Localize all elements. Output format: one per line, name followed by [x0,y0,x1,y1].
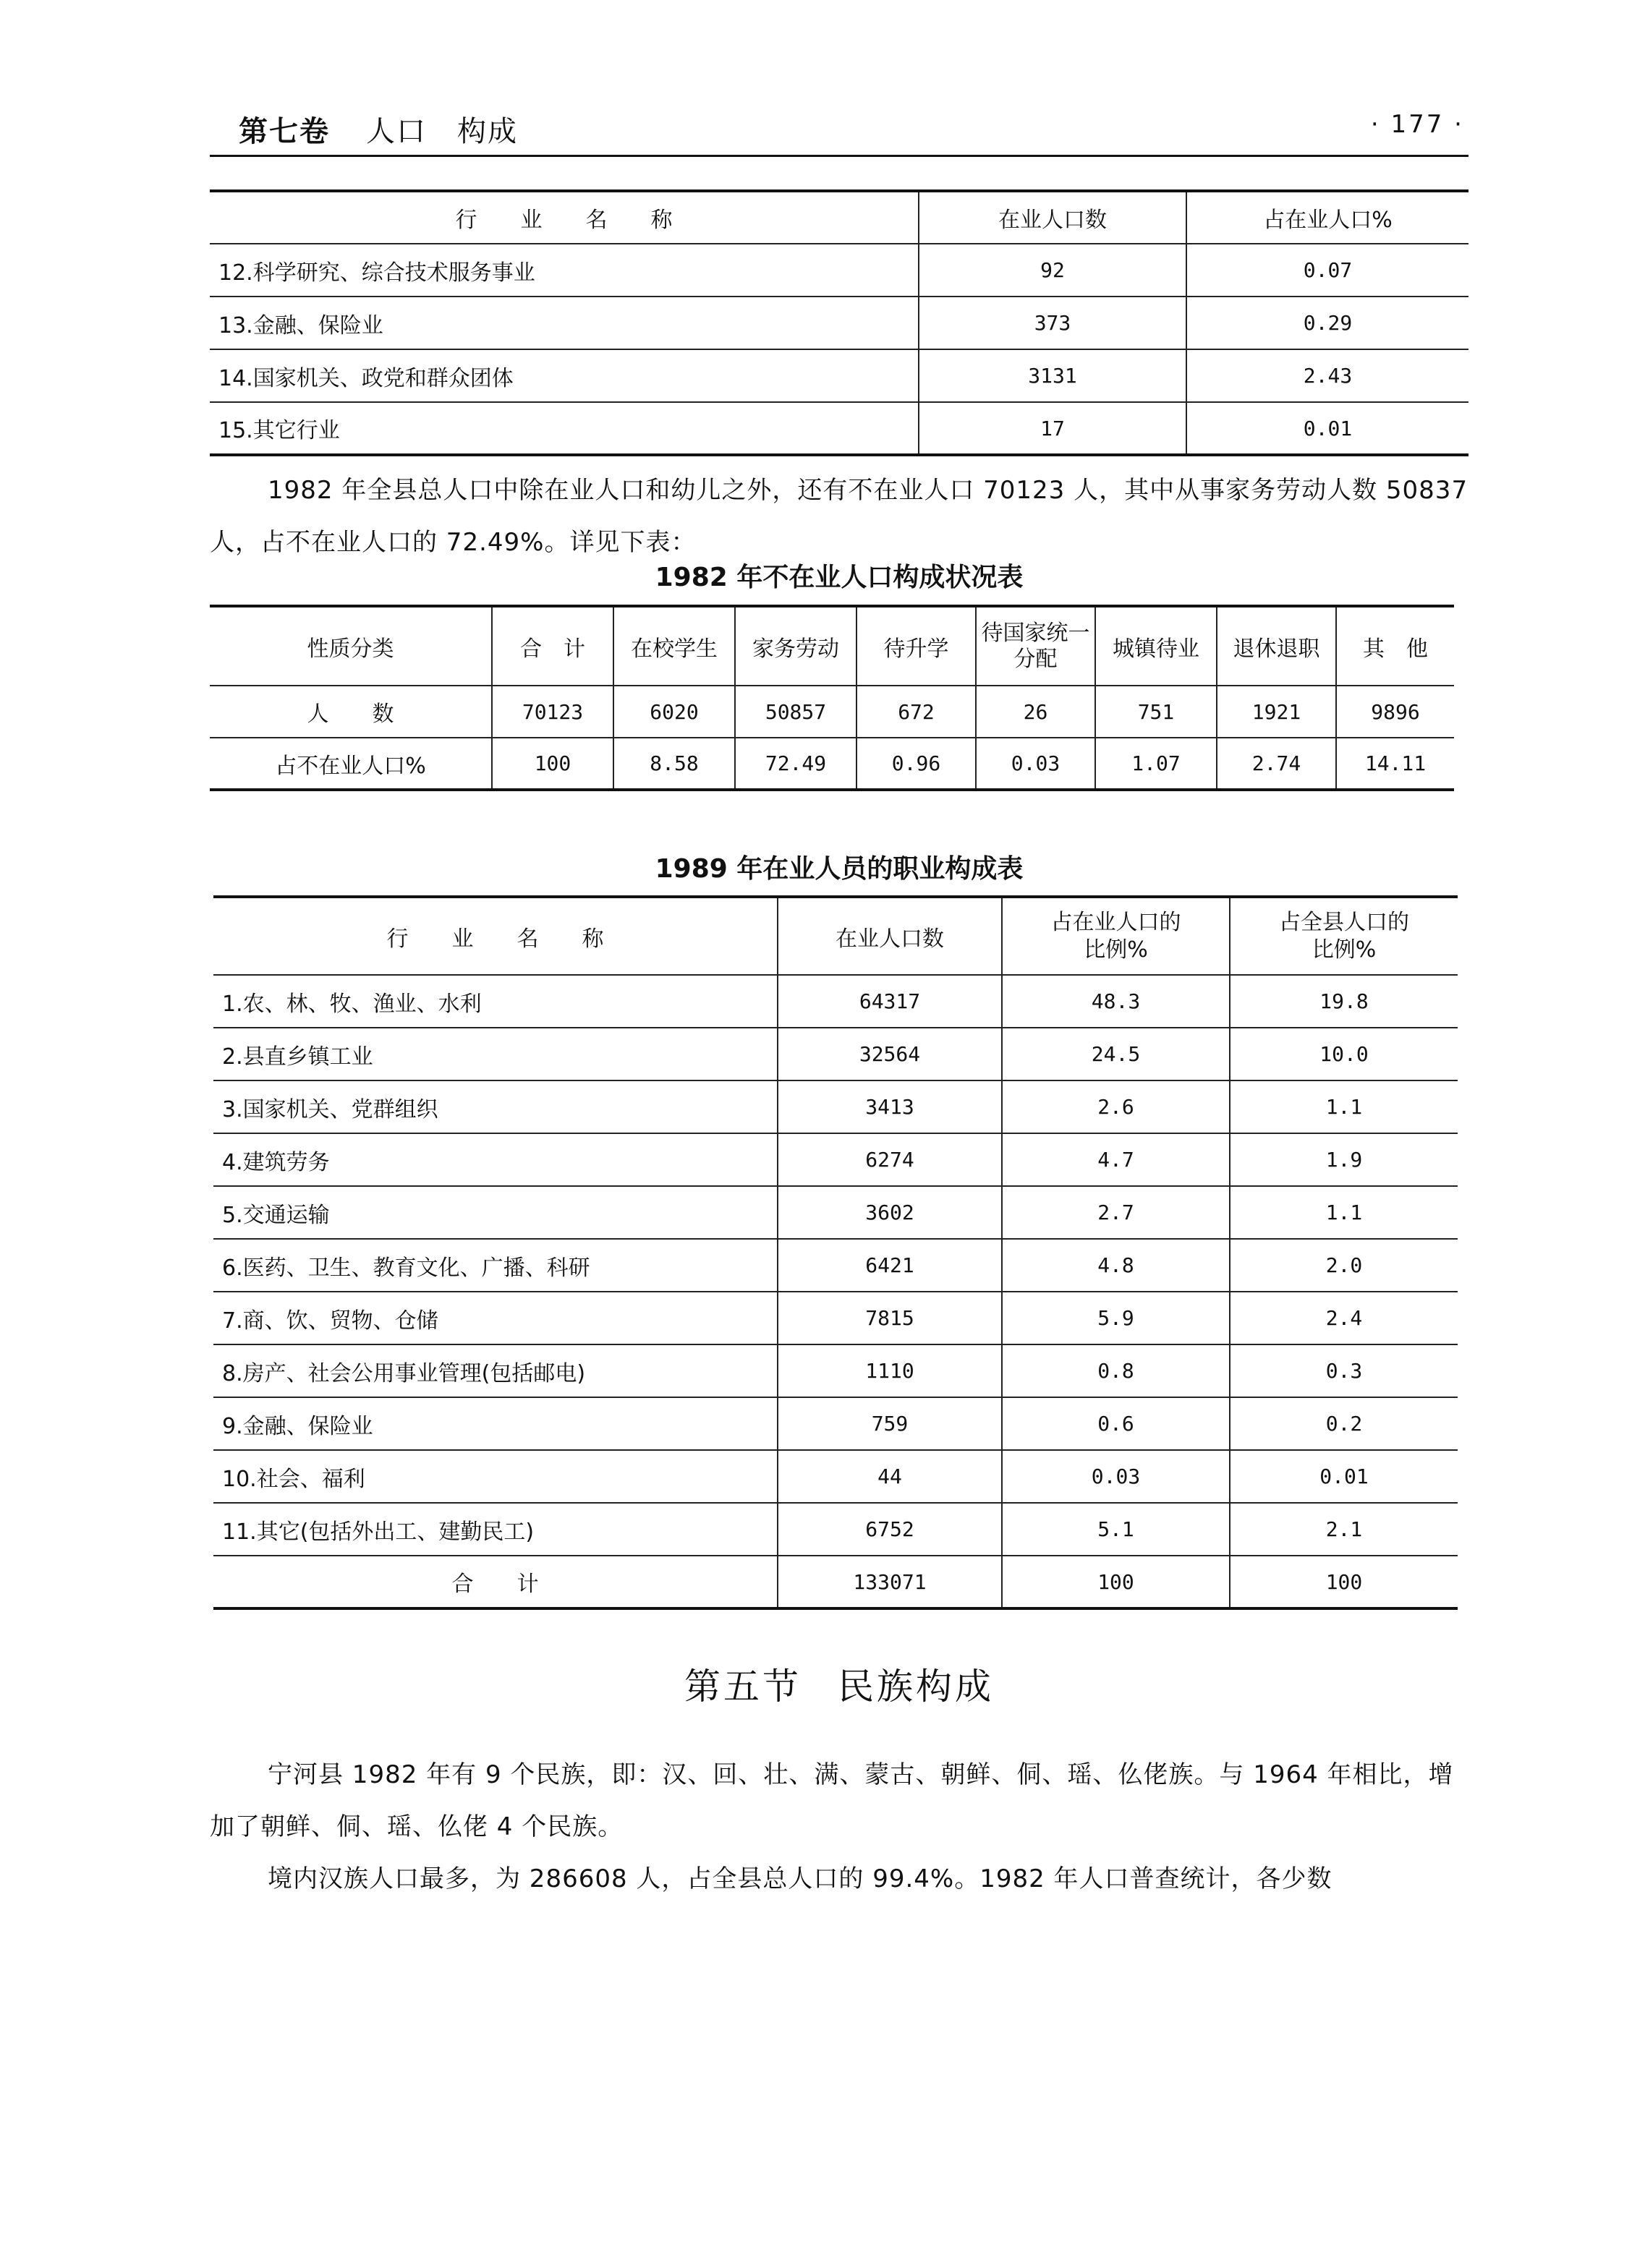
table-row [213,1292,1458,1344]
cell-industry: 5.交通运输 [213,1186,778,1239]
chapter-label: 第七卷 [239,115,330,148]
cell-pct-employed: 48.3 [1002,975,1230,1028]
cell-employed: 3131 [919,349,1186,402]
cell-pct-county: 1.9 [1230,1133,1458,1186]
table-row [213,1186,1458,1239]
cell-industry: 12.科学研究、综合技术服务事业 [210,244,919,297]
cell-pct: 0.07 [1186,244,1468,297]
cell-pct-county: 2.4 [1230,1292,1458,1344]
table-row [210,738,1454,790]
col-header-category: 性质分类 [210,606,492,686]
cell-pct-county: 0.01 [1230,1450,1458,1503]
section-heading [210,1658,1468,1710]
cell-employed: 92 [919,244,1186,297]
cell: 14.11 [1336,738,1454,790]
cell: 9896 [1336,686,1454,738]
cell-pct-employed: 0.8 [1002,1344,1230,1397]
cell-pct: 2.43 [1186,349,1468,402]
cell-employed: 6274 [778,1133,1002,1186]
col-header-total: 合 计 [492,606,613,686]
page-number: · 177 · [1370,110,1464,139]
col-header-retired: 退休退职 [1217,606,1336,686]
cell-pct-county: 100 [1230,1556,1458,1608]
occupation-structure-table-1989 [213,895,1458,1610]
cell: 0.96 [856,738,976,790]
section-number: 第五节 [684,1666,802,1708]
cell: 8.58 [613,738,735,790]
cell-industry: 3.国家机关、党群组织 [213,1080,778,1133]
cell-industry: 11.其它(包括外出工、建勤民工) [213,1503,778,1556]
cell: 751 [1095,686,1217,738]
cell: 100 [492,738,613,790]
header-rule [210,155,1468,157]
cell-industry: 10.社会、福利 [213,1450,778,1503]
table-row [213,1397,1458,1450]
paragraph-ethnic-groups: 宁河县 1982 年有 9 个民族，即：汉、回、壮、满、蒙古、朝鲜、侗、瑶、仫佬族。与 1964 年相比，增加了朝鲜、侗、瑶、仫佬 4 个民族。 [210,1760,1454,1841]
cell-pct-employed: 4.7 [1002,1133,1230,1186]
col-header-other: 其 他 [1336,606,1454,686]
col-header-pct-employed: 占在业人口的比例% [1002,897,1230,975]
cell-employed: 133071 [778,1556,1002,1608]
table-row [213,1239,1458,1292]
running-header [239,108,518,150]
cell: 672 [856,686,976,738]
cell-pct-county: 0.2 [1230,1397,1458,1450]
row-label: 人 数 [210,686,492,738]
table-row [210,297,1468,349]
cell: 6020 [613,686,735,738]
cell-pct-employed: 0.6 [1002,1397,1230,1450]
cell-pct-employed: 0.03 [1002,1450,1230,1503]
cell: 72.49 [735,738,856,790]
cell: 0.03 [976,738,1095,790]
cell-pct-county: 0.3 [1230,1344,1458,1397]
cell-employed: 3602 [778,1186,1002,1239]
cell-employed: 373 [919,297,1186,349]
col-header-housework: 家务劳动 [735,606,856,686]
table-row [213,1133,1458,1186]
table-row [213,1080,1458,1133]
cell-industry: 8.房产、社会公用事业管理(包括邮电) [213,1344,778,1397]
cell-industry: 合 计 [213,1556,778,1608]
cell-pct-employed: 2.6 [1002,1080,1230,1133]
col-header-students: 在校学生 [613,606,735,686]
cell-industry: 2.县直乡镇工业 [213,1028,778,1080]
table-row [213,1556,1458,1608]
table-row [213,1344,1458,1397]
cell-pct-county: 1.1 [1230,1080,1458,1133]
cell-pct-employed: 5.1 [1002,1503,1230,1556]
table-header-row [210,191,1468,244]
cell: 50857 [735,686,856,738]
col-header-awaiting-assignment: 待国家统一分配 [976,606,1095,686]
cell-employed: 17 [919,402,1186,455]
table-row [213,1450,1458,1503]
cell-employed: 6421 [778,1239,1002,1292]
col-header-employed: 在业人口数 [778,897,1002,975]
cell-pct-county: 2.0 [1230,1239,1458,1292]
cell-pct-county: 2.1 [1230,1503,1458,1556]
table-caption-occupation: 1989 年在业人员的职业构成表 [655,854,1024,884]
col-header-employed: 在业人口数 [919,191,1186,244]
cell-pct: 0.29 [1186,297,1468,349]
cell-employed: 7815 [778,1292,1002,1344]
cell-employed: 6752 [778,1503,1002,1556]
cell: 26 [976,686,1095,738]
cell: 1921 [1217,686,1336,738]
section-title: 民族构成 [838,1666,994,1708]
cell-pct-employed: 24.5 [1002,1028,1230,1080]
col-header-urban-unemployed: 城镇待业 [1095,606,1217,686]
cell-pct-employed: 100 [1002,1556,1230,1608]
industry-table-1982 [210,189,1468,456]
cell-employed: 1110 [778,1344,1002,1397]
table-row [210,402,1468,455]
cell-industry: 1.农、林、牧、渔业、水利 [213,975,778,1028]
cell-industry: 6.医药、卫生、教育文化、广播、科研 [213,1239,778,1292]
table-row [210,349,1468,402]
col-header-pct: 占在业人口% [1186,191,1468,244]
cell-industry: 15.其它行业 [210,402,919,455]
col-header-industry: 行 业 名 称 [210,191,919,244]
table-row [210,686,1454,738]
cell-industry: 13.金融、保险业 [210,297,919,349]
col-header-awaiting-school: 待升学 [856,606,976,686]
cell-pct-county: 10.0 [1230,1028,1458,1080]
cell-employed: 32564 [778,1028,1002,1080]
cell-industry: 4.建筑劳务 [213,1133,778,1186]
paragraph-unemployed: 1982 年全县总人口中除在业人口和幼儿之外，还有不在业人口 70123 人，其中从事家务劳动人数 50837 人，占不在业人口的 72.49%。详见下表： [210,476,1468,557]
cell: 1.07 [1095,738,1217,790]
cell-employed: 44 [778,1450,1002,1503]
cell-pct-employed: 5.9 [1002,1292,1230,1344]
table-row [210,244,1468,297]
paragraph-han-population: 境内汉族人口最多，为 286608 人，占全县总人口的 99.4%。1982 年人口普查统计，各少数 [268,1864,1332,1893]
cell-pct: 0.01 [1186,402,1468,455]
col-header-industry: 行 业 名 称 [213,897,778,975]
table-header-row [213,897,1458,975]
cell-pct-employed: 2.7 [1002,1186,1230,1239]
cell-industry: 7.商、饮、贸物、仓储 [213,1292,778,1344]
table-row [213,1028,1458,1080]
table-header-row [210,606,1454,686]
cell: 2.74 [1217,738,1336,790]
col-header-pct-county: 占全县人口的比例% [1230,897,1458,975]
cell-pct-county: 19.8 [1230,975,1458,1028]
cell-pct-county: 1.1 [1230,1186,1458,1239]
table-row [213,1503,1458,1556]
cell-pct-employed: 4.8 [1002,1239,1230,1292]
cell-industry: 9.金融、保险业 [213,1397,778,1450]
section-label: 人口 构成 [366,115,518,148]
cell-employed: 64317 [778,975,1002,1028]
unemployed-structure-table [210,605,1454,791]
row-label: 占不在业人口% [210,738,492,790]
cell-employed: 3413 [778,1080,1002,1133]
cell-employed: 759 [778,1397,1002,1450]
cell: 70123 [492,686,613,738]
cell-industry: 14.国家机关、政党和群众团体 [210,349,919,402]
table-caption-unemployed: 1982 年不在业人口构成状况表 [655,563,1024,592]
table-row [213,975,1458,1028]
